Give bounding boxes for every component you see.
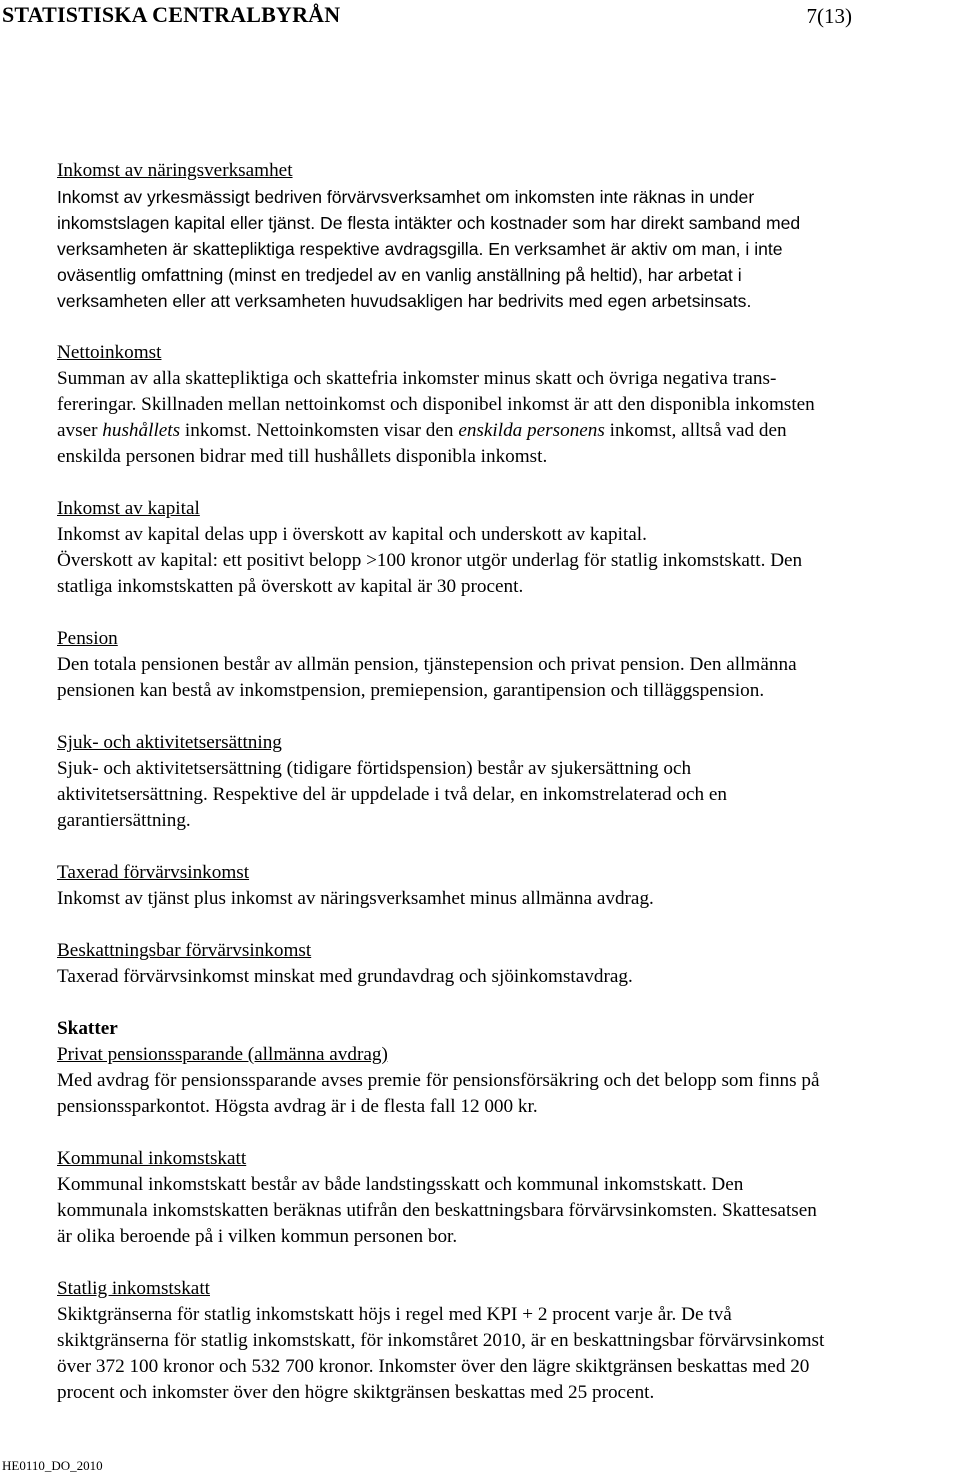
organization-name: STATISTISKA CENTRALBYRÅN [2, 2, 341, 27]
section-kommunal-inkomstskatt [57, 1146, 959, 1250]
section-heading: Pension [57, 628, 118, 649]
text-line: Sjuk- och aktivitetsersättning (tidigare förtidspension) består av sjukersättning och [57, 758, 692, 779]
text-line [57, 418, 959, 444]
section-naringsverksamhet [57, 158, 959, 314]
text-line: Inkomst av tjänst plus inkomst av näringsverksamhet minus allmänna avdrag. [57, 888, 654, 909]
text-line: Taxerad förvärvsinkomst minskat med grundavdrag och sjöinkomstavdrag. [57, 966, 633, 987]
section-taxerad-forvarvsinkomst [57, 860, 959, 912]
document-body [57, 158, 959, 1432]
section-pension [57, 626, 959, 704]
document-code: HE0110_DO_2010 [2, 1458, 103, 1473]
text-line: Summan av alla skattepliktiga och skattefria inkomster minus skatt och övriga negativa trans- [57, 368, 777, 389]
section-heading: Taxerad förvärvsinkomst [57, 862, 250, 883]
text-line: över 372 100 kronor och 532 700 kronor. Inkomster över den lägre skiktgränsen beskattas med 20 [57, 1356, 810, 1377]
section-heading: Inkomst av näringsverksamhet [57, 160, 293, 181]
text-line: Överskott av kapital: ett positivt belopp >100 kronor utgör underlag för statlig inkomstskatt. Den [57, 550, 803, 571]
section-heading: Inkomst av kapital [57, 498, 200, 519]
section-heading: Kommunal inkomstskatt [57, 1148, 247, 1169]
section-beskattningsbar-forvarvsinkomst [57, 938, 959, 990]
text-span: inkomst, alltså vad den [604, 420, 787, 441]
section-sjuk-och-aktivitetsersattning [57, 730, 959, 834]
text-line: aktivitetsersättning. Respektive del är uppdelade i två delar, en inkomstrelaterad och en [57, 784, 728, 805]
section-heading: Beskattningsbar förvärvsinkomst [57, 940, 312, 961]
text-line: procent och inkomster över den högre skiktgränsen beskattas med 25 procent. [57, 1382, 655, 1403]
section-heading: Sjuk- och aktivitetsersättning [57, 732, 282, 753]
text-line: statliga inkomstskatten på överskott av kapital är 30 procent. [57, 576, 524, 597]
text-line: Inkomst av yrkesmässigt bedriven förvärvsverksamhet om inkomsten inte räknas in under [57, 187, 755, 207]
text-line: fereringar. Skillnaden mellan nettoinkomst och disponibel inkomst är att den disponibla inkomsten [57, 394, 815, 415]
section-heading: Nettoinkomst [57, 342, 162, 363]
text-line: verksamheten eller att verksamheten huvudsakligen har bedrivits med egen arbetsinsats. [57, 291, 752, 311]
section-nettoinkomst [57, 340, 959, 470]
text-line: enskilda personen bidrar med till hushållets disponibla inkomst. [57, 446, 548, 467]
section-skatter [57, 1016, 959, 1120]
text-line: Kommunal inkomstskatt består av både landstingsskatt och kommunal inkomstskatt. Den [57, 1174, 744, 1195]
emphasis-text: hushållets [102, 420, 181, 441]
text-span: avser [57, 420, 103, 441]
text-line: Skiktgränserna för statlig inkomstskatt höjs i regel med KPI + 2 procent varje år. De två [57, 1304, 732, 1325]
emphasis-text: enskilda personens [458, 420, 605, 441]
section-heading: Statlig inkomstskatt [57, 1278, 210, 1299]
text-line: Med avdrag för pensionssparande avses premie för pensionsförsäkring och det belopp som finns på [57, 1070, 820, 1091]
text-line: garantiersättning. [57, 810, 191, 831]
section-statlig-inkomstskatt [57, 1276, 959, 1406]
text-line: Inkomst av kapital delas upp i överskott av kapital och underskott av kapital. [57, 524, 647, 545]
page-number: 7(13) [806, 4, 852, 28]
text-line: verksamheten är skattepliktiga respektive avdragsgilla. En verksamhet är aktiv om man, i inte [57, 239, 783, 259]
text-span: inkomst. Nettoinkomsten visar den [180, 420, 459, 441]
text-line: Den totala pensionen består av allmän pension, tjänstepension och privat pension. Den allmänna [57, 654, 797, 675]
text-line: pensionen kan bestå av inkomstpension, premiepension, garantipension och tilläggspension. [57, 680, 765, 701]
section-inkomst-av-kapital [57, 496, 959, 600]
text-line: kommunala inkomstskatten beräknas utifrån den beskattningsbara förvärvsinkomsten. Skattesatsen [57, 1200, 817, 1221]
text-line: inkomstslagen kapital eller tjänst. De flesta intäkter och kostnader som har direkt samband med [57, 213, 801, 233]
text-line: pensionssparkontot. Högsta avdrag är i de flesta fall 12 000 kr. [57, 1096, 538, 1117]
text-line: oväsentlig omfattning (minst en tredjedel av en vanlig anställning på heltid), har arbetat i [57, 265, 742, 285]
text-line: skiktgränserna för statlig inkomstskatt, för inkomståret 2010, är en beskattningsbar förvärvsinkomst [57, 1330, 825, 1351]
text-line: är olika beroende på i vilken kommun personen bor. [57, 1226, 458, 1247]
chapter-heading: Skatter [57, 1018, 118, 1039]
section-heading: Privat pensionssparande (allmänna avdrag) [57, 1044, 388, 1065]
